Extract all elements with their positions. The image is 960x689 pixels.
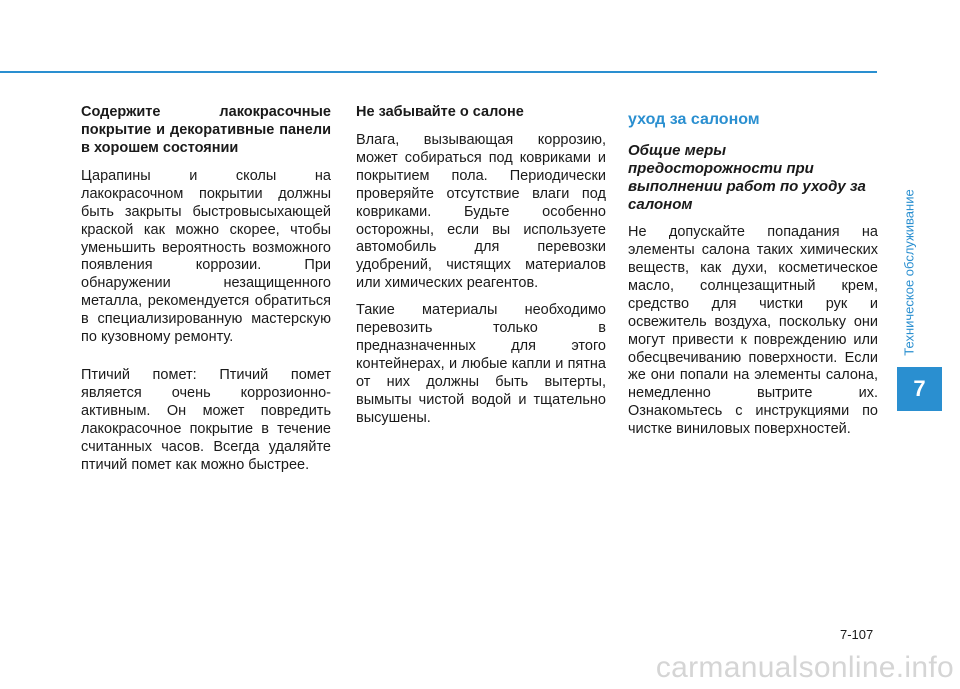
- bird-droppings-paragraph: Птичий помет: Птичий помет является очень коррозионно-активным. Он может повредить лакокрасочное покрытие в течение считанных часов. Всегда удаляйте птичий помет как можно быстрее.: [81, 366, 331, 473]
- column-middle: [356, 104, 606, 436]
- chapter-side-label-text: Техническое обслуживание: [901, 188, 917, 356]
- chapter-side-label: [898, 177, 920, 367]
- paint-care-paragraph: Царапины и сколы на лакокрасочном покрытии должны быть закрыты быстровысыхающей краской как можно скорее, чтобы уменьшить вероятность возможного появления коррозии. При обнаружении незащищенного металла, рекомендуется обратиться в специализированную мастерскую по кузовному ремонту.: [81, 167, 331, 346]
- column-left: [81, 104, 331, 483]
- chapter-number-badge: 7: [897, 367, 942, 411]
- header-rule: [0, 71, 877, 73]
- precautions-subheading: Общие меры предосторожности при выполнении работ по уходу за салоном: [628, 142, 866, 214]
- section-title: уход за салоном: [628, 111, 760, 128]
- interior-heading: Не забывайте о салоне: [356, 104, 524, 120]
- chemicals-paragraph: Не допускайте попадания на элементы салона таких химических веществ, как духи, косметическое масло, солнцезащитный крем, средство для чистки рук и освежитель воздуха, поскольку они могут привести к повреждению или обесцвечиванию поверхности. Если же они попали на элементы салона, немедленно вытрите их. Ознакомьтесь с инструкциями по чистке виниловых поверхностей.: [628, 224, 878, 438]
- materials-paragraph: Такие материалы необходимо перевозить только в предназначенных для этого контейнерах, и любые капли и пятна от них должны быть вытерты, вымыты чистой водой и тщательно высушены.: [356, 302, 606, 426]
- watermark: carmanualsonline.info: [655, 651, 954, 684]
- column-right: [628, 104, 878, 448]
- paint-care-heading: Содержите лакокрасочные покрытие и декоративные панели в хорошем состоянии: [81, 104, 331, 156]
- page-number: 7-107: [840, 627, 874, 642]
- moisture-paragraph: Влага, вызывающая коррозию, может собираться под ковриками и покрытием пола. Периодически проверяйте отсутствие влаги под ковриками. Будьте особенно осторожны, если вы используете автомобиль для перевозки удобрений, чистящих материалов или химических реагентов.: [356, 131, 606, 292]
